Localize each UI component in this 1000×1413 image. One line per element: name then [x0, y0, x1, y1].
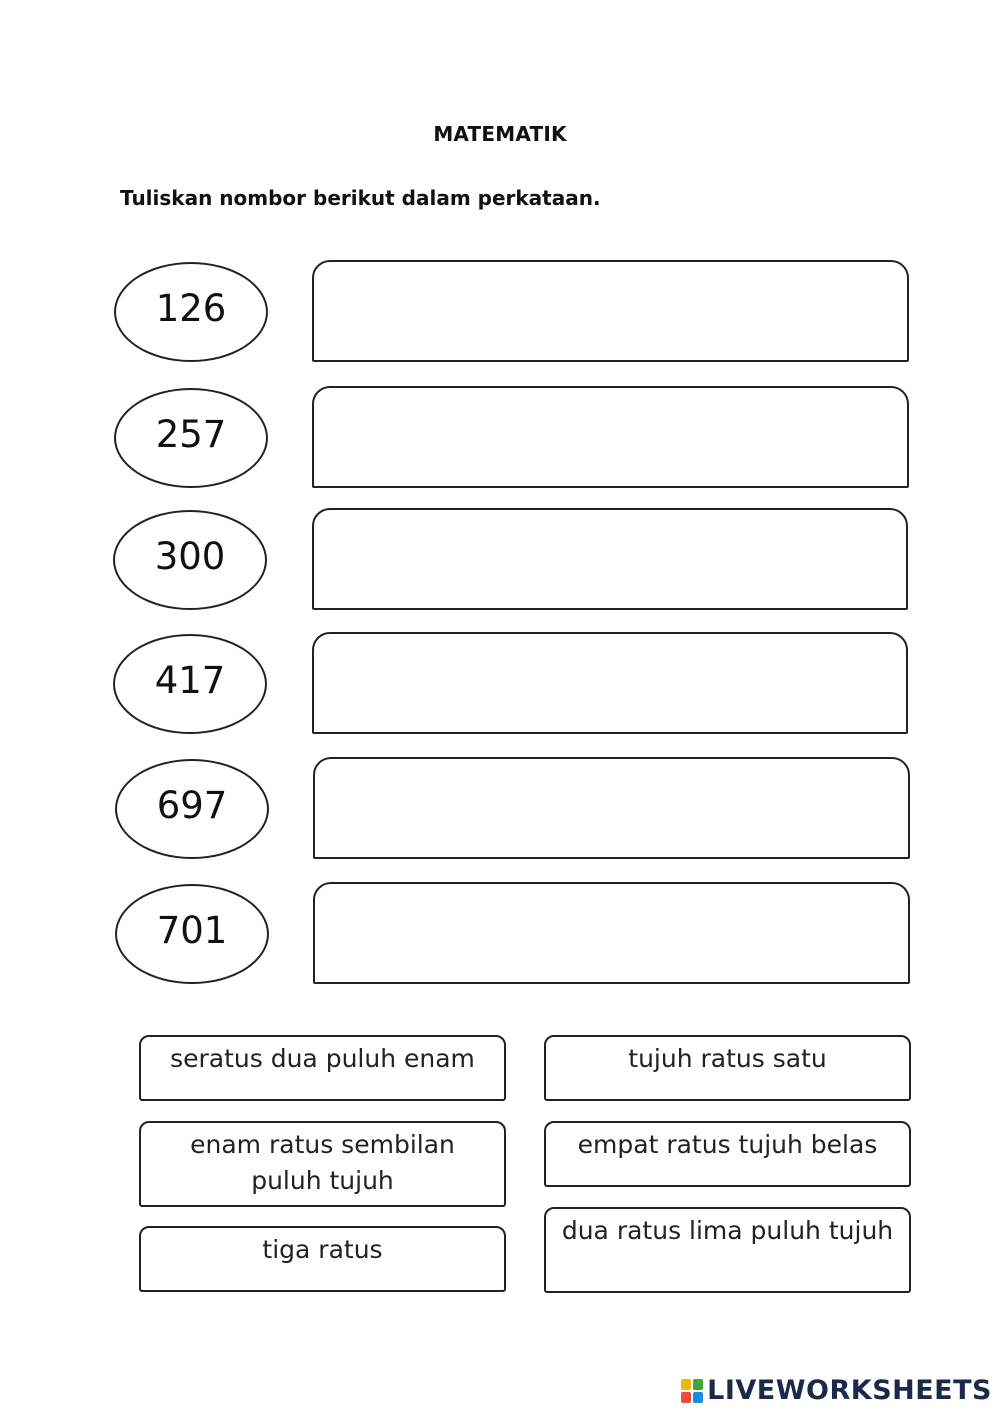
number-oval: 257 — [114, 388, 268, 488]
question-row — [0, 759, 1000, 869]
number-oval: 126 — [114, 262, 268, 362]
liveworksheets-logo — [681, 1375, 992, 1406]
answer-drop-box[interactable] — [312, 632, 908, 734]
logo-square-yellow — [681, 1379, 691, 1390]
word-card[interactable]: enam ratus sembilan puluh tujuh — [139, 1121, 506, 1207]
question-row — [0, 262, 1000, 372]
liveworksheets-logo-icon — [681, 1379, 703, 1403]
number-oval: 701 — [115, 884, 269, 984]
word-card[interactable]: dua ratus lima puluh tujuh — [544, 1207, 911, 1293]
answer-drop-box[interactable] — [312, 508, 908, 610]
answer-drop-box[interactable] — [313, 757, 910, 859]
question-row — [0, 634, 1000, 744]
word-card[interactable]: tiga ratus — [139, 1226, 506, 1292]
question-row — [0, 510, 1000, 620]
question-row — [0, 884, 1000, 994]
answer-drop-box[interactable] — [313, 882, 910, 984]
number-oval: 300 — [113, 510, 267, 610]
answer-drop-box[interactable] — [312, 260, 909, 362]
logo-text: LIVEWORKSHEETS — [707, 1375, 992, 1406]
worksheet-title: MATEMATIK — [433, 122, 567, 146]
question-row — [0, 388, 1000, 498]
number-oval: 697 — [115, 759, 269, 859]
word-card[interactable]: empat ratus tujuh belas — [544, 1121, 911, 1187]
logo-square-red — [681, 1392, 691, 1403]
answer-drop-box[interactable] — [312, 386, 909, 488]
word-card[interactable]: tujuh ratus satu — [544, 1035, 911, 1101]
worksheet-instruction: Tuliskan nombor berikut dalam perkataan. — [120, 186, 601, 210]
number-oval: 417 — [113, 634, 267, 734]
logo-square-green — [693, 1379, 703, 1390]
word-card[interactable]: seratus dua puluh enam — [139, 1035, 506, 1101]
logo-square-blue — [693, 1392, 703, 1403]
